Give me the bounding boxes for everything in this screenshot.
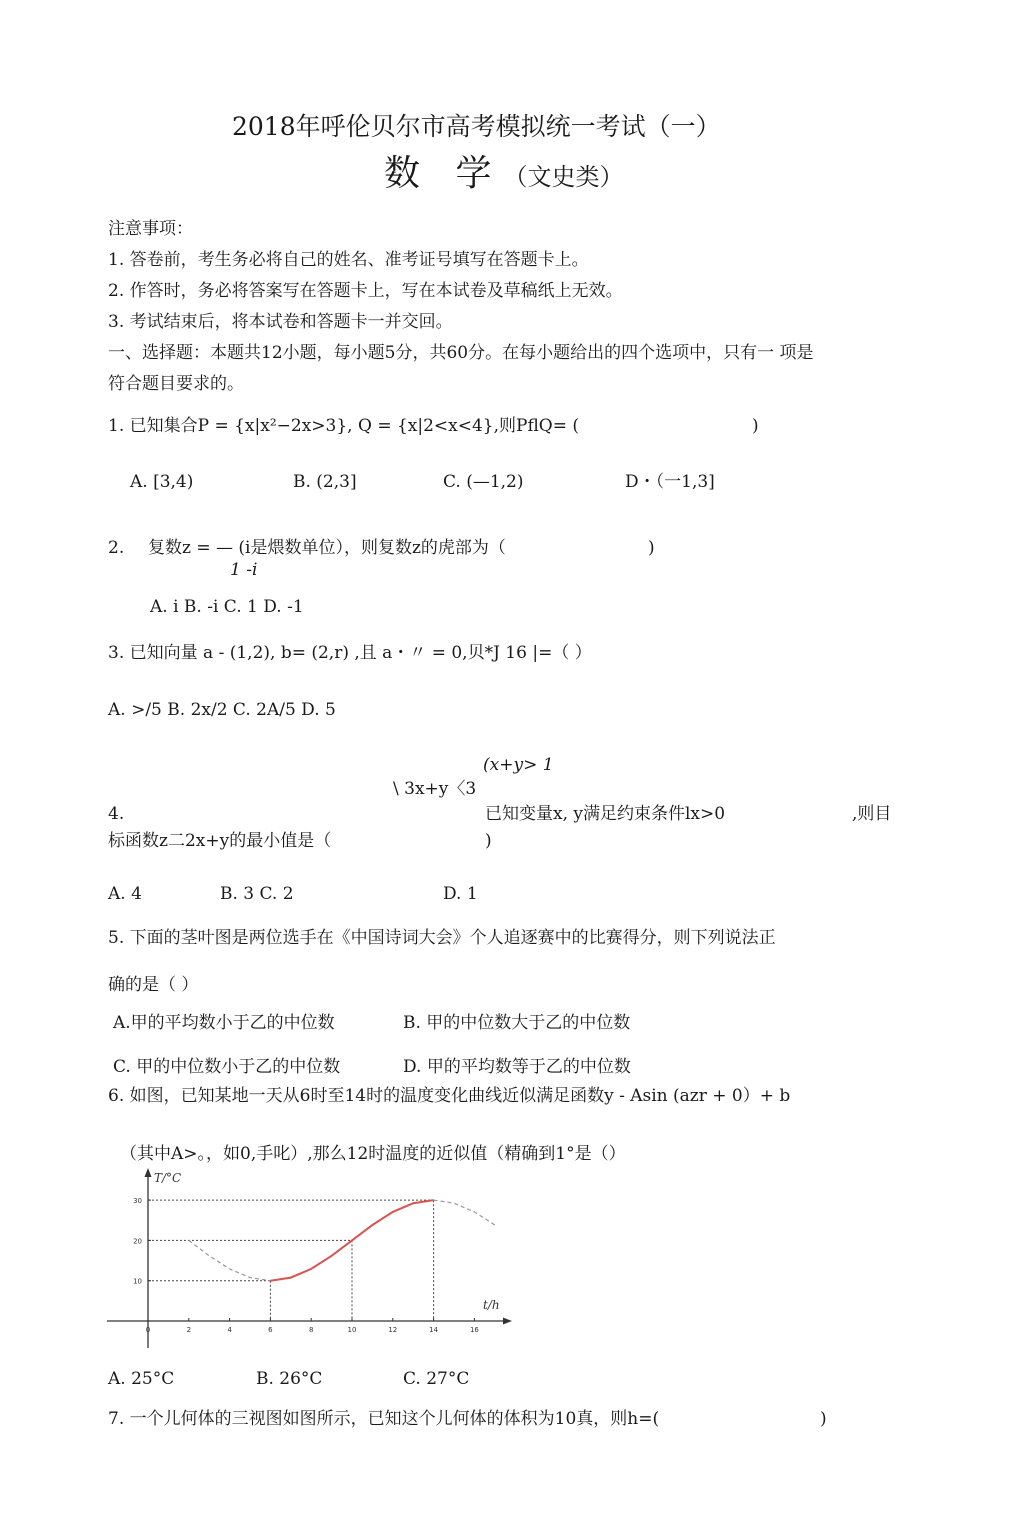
question-6-option-a: A. 25°C	[108, 1369, 175, 1389]
question-6-stem: 6. 如图，已知某地一天从6时至14时的温度变化曲线近似满足函数y - Asin (azr + 0）+ b	[108, 1086, 791, 1106]
question-2-number: 2.	[108, 538, 125, 558]
question-2-stem: 复数z = — (i是煨数单位），则复数z的虎部为（	[148, 538, 506, 558]
x-tick-label: 2	[186, 1326, 192, 1334]
question-1-option-d: D・（一1,3]	[625, 472, 715, 492]
y-tick-label: 20	[133, 1237, 142, 1246]
question-1-option-b: B. (2,3]	[293, 472, 357, 492]
notice-item: 1. 答卷前，考生务必将自己的姓名、准考证号填写在答题卡上。	[108, 250, 589, 270]
question-5-option-d: D. 甲的平均数等于乙的中位数	[403, 1057, 631, 1077]
question-4-constraint-2: \ 3x+y〈3	[393, 779, 477, 799]
question-4-close: )	[485, 831, 492, 851]
temperature-chart	[105, 1163, 525, 1353]
question-4-option-bc: B. 3 C. 2	[220, 884, 294, 904]
question-4-number: 4.	[108, 804, 125, 824]
x-tick-label: 8	[308, 1326, 314, 1334]
x-tick-label: 14	[429, 1326, 439, 1334]
question-2-denominator: 1 -i	[230, 560, 258, 580]
question-4-constraint-1: (x+y> 1	[483, 755, 554, 775]
question-5-stem: 5. 下面的茎叶图是两位选手在《中国诗词大会》个人追逐赛中的比赛得分，则下列说法正	[108, 928, 776, 948]
notice-item: 2. 作答时，务必将答案写在答题卡上，写在本试卷及草稿纸上无效。	[108, 281, 623, 301]
x-tick-label: 0	[145, 1326, 151, 1334]
x-tick-label: 6	[268, 1326, 273, 1334]
question-4-condition: 已知变量x, y满足约束条件lx>0	[485, 804, 726, 824]
question-5-option-b: B. 甲的中位数大于乙的中位数	[403, 1013, 631, 1033]
question-7-stem: 7. 一个儿何体的三视图如图所示，已知这个儿何体的体积为10真，则h=(	[108, 1409, 660, 1429]
subject-name: 数 学	[384, 153, 504, 194]
question-1-close: )	[752, 416, 759, 436]
y-tick-label: 30	[133, 1197, 142, 1206]
exam-title: 2018年呼伦贝尔市高考模拟统一考试（一）	[232, 112, 721, 141]
question-7-close: )	[820, 1409, 827, 1429]
question-4-condition-end: ,则目	[852, 804, 892, 824]
x-tick-label: 4	[227, 1326, 232, 1334]
x-axis-label: t/h	[483, 1298, 500, 1312]
y-tick-label: 10	[133, 1277, 142, 1286]
question-2-options: A. i B. -i C. 1 D. -1	[150, 597, 304, 617]
question-4-option-d: D. 1	[443, 884, 478, 904]
notice-heading: 注意事项：	[108, 219, 193, 239]
curve-extension	[434, 1200, 495, 1225]
question-3-stem: 3. 已知向量 a - (1,2), b= (2,r) ,且 a・〃 = 0,贝*J 16 |=（ ）	[108, 643, 592, 663]
x-axis-arrow	[503, 1318, 512, 1325]
section-heading-cont: 符合题目要求的。	[108, 374, 244, 394]
question-1-option-a: A. [3,4)	[130, 472, 194, 492]
question-1-stem: 1. 已知集合P = {x|x²−2x>3}, Q = {x|2<x<4},则PflQ= (	[108, 416, 580, 436]
question-5-option-c: C. 甲的中位数小于乙的中位数	[113, 1057, 341, 1077]
y-axis-arrow	[145, 1168, 152, 1177]
section-heading: 一、选择题：本题共12小题，每小题5分，共60分。在每小题给出的四个选项中，只有一 项是	[108, 343, 814, 363]
notice-item: 3. 考试结束后，将本试卷和答题卡一并交回。	[108, 312, 453, 332]
question-5-option-a: A.甲的平均数小于乙的中位数	[113, 1013, 335, 1033]
x-tick-label: 10	[347, 1326, 357, 1334]
question-5-stem-cont: 确的是（ ）	[108, 975, 199, 995]
question-3-options: A. >/5 B. 2x/2 C. 2A/5 D. 5	[108, 700, 336, 720]
question-6-stem-cont: （其中A>。，如0,手叱）,那么12时温度的近似值（精确到1°是（）	[120, 1144, 626, 1164]
question-4-option-a: A. 4	[108, 884, 142, 904]
question-4-stem: 标函数z二2x+y的最小值是（	[108, 831, 332, 851]
subject-note: （文史类）	[503, 163, 624, 191]
curve-extension	[189, 1240, 271, 1280]
x-tick-label: 16	[469, 1326, 479, 1334]
x-tick-label: 12	[388, 1326, 398, 1334]
question-6-option-b: B. 26°C	[256, 1369, 323, 1389]
chart-axes	[107, 1168, 512, 1348]
question-1-option-c: C. (—1,2)	[443, 472, 524, 492]
question-2-close: )	[648, 538, 655, 558]
chart-ticks	[133, 1197, 479, 1334]
subject-heading	[384, 153, 624, 194]
y-axis-label: T/°C	[154, 1171, 182, 1185]
question-6-option-c: C. 27°C	[403, 1369, 470, 1389]
chart-guides	[148, 1200, 434, 1321]
